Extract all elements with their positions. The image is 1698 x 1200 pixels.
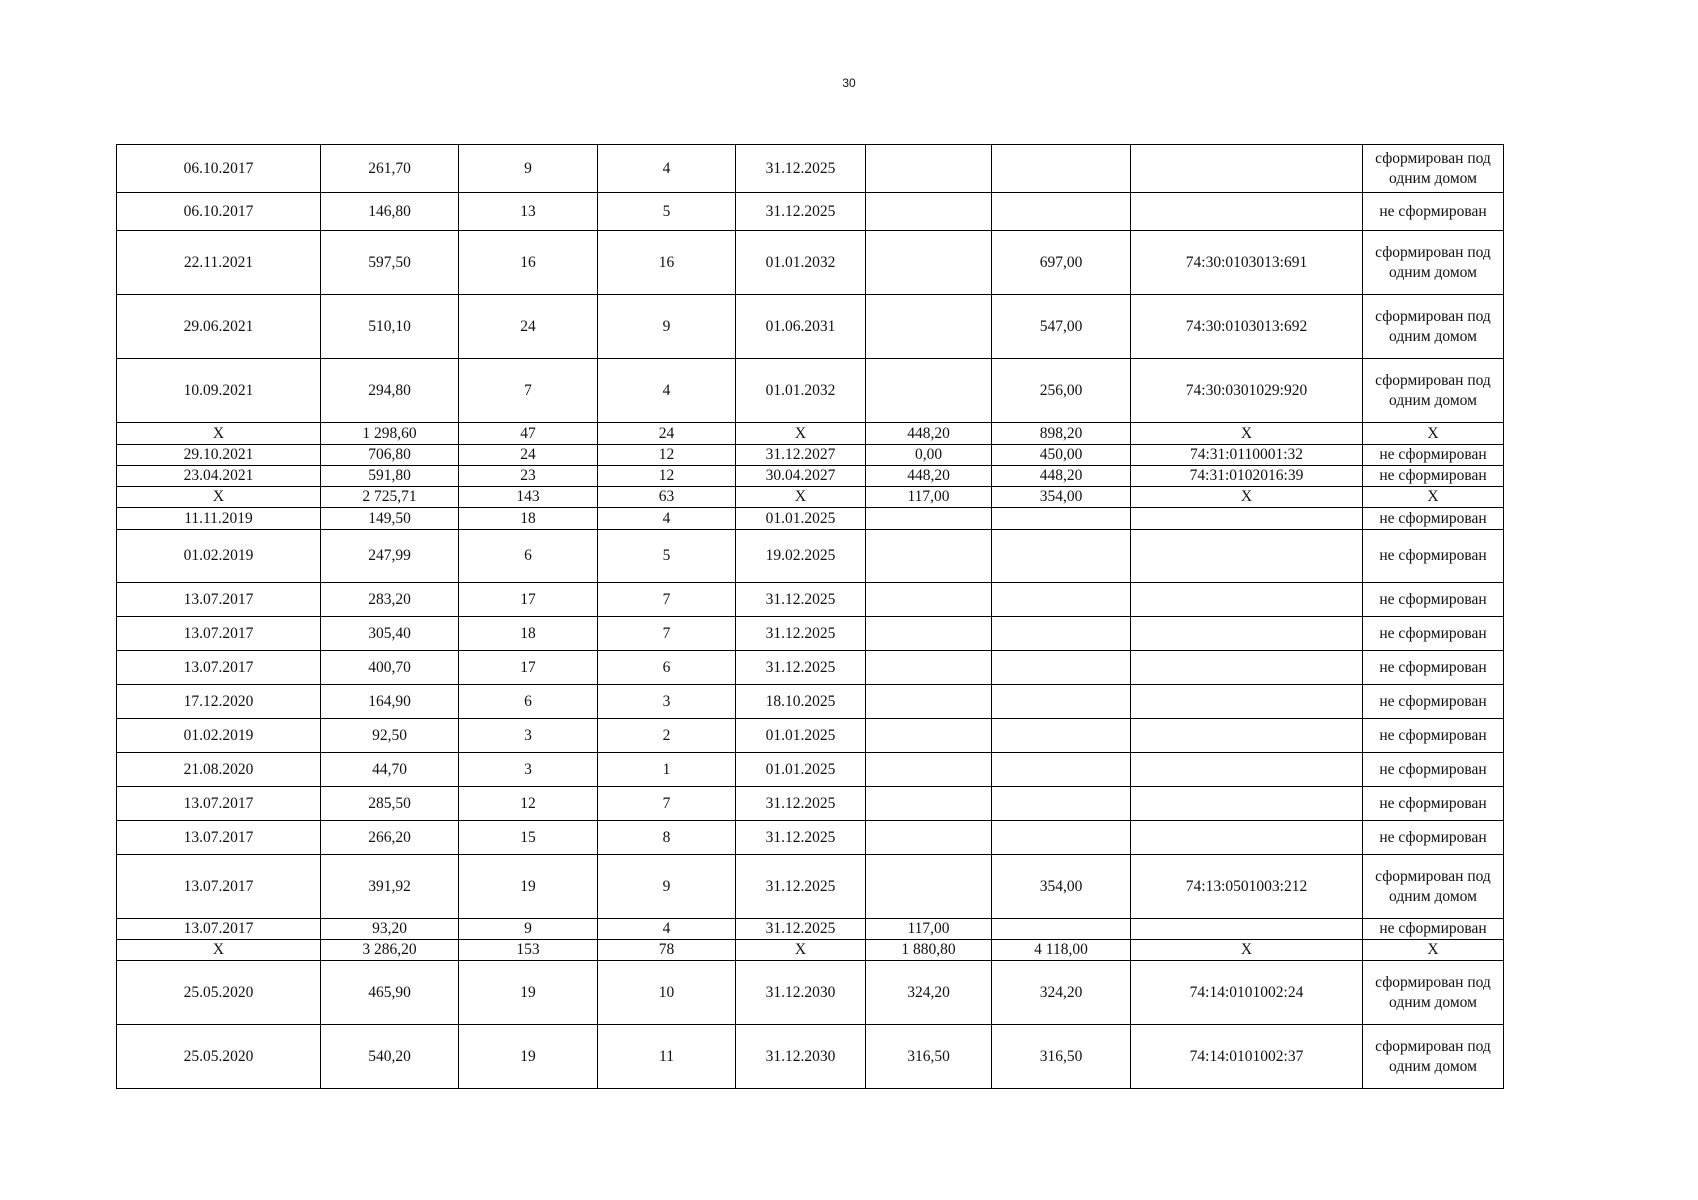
cell-count-b: 7 <box>598 787 736 821</box>
cell-count-a: 3 <box>459 753 598 787</box>
cell-area: 266,20 <box>321 821 459 855</box>
table-row <box>117 961 1504 1025</box>
cell-count-a: 6 <box>459 530 598 583</box>
table-row <box>117 508 1504 530</box>
cell-count-b: 12 <box>598 466 736 487</box>
cell-land-status: не сформирован <box>1363 466 1504 487</box>
cell-value-b <box>992 787 1131 821</box>
cell-value-b: 354,00 <box>992 855 1131 919</box>
cell-value-a <box>866 651 992 685</box>
cell-land-status: не сформирован <box>1363 787 1504 821</box>
cell-value-b: 354,00 <box>992 487 1131 508</box>
cell-land-status: не сформирован <box>1363 583 1504 617</box>
cell-deadline: 30.04.2027 <box>736 466 866 487</box>
cell-cadastral-number <box>1131 193 1363 231</box>
cell-value-a <box>866 359 992 423</box>
cell-land-status: не сформирован <box>1363 193 1504 231</box>
cell-deadline: 31.12.2025 <box>736 855 866 919</box>
cell-date: 29.10.2021 <box>117 445 321 466</box>
cell-value-a: 117,00 <box>866 487 992 508</box>
cell-area: 2 725,71 <box>321 487 459 508</box>
cell-count-a: 17 <box>459 583 598 617</box>
table-row <box>117 466 1504 487</box>
cell-value-b <box>992 617 1131 651</box>
table-row <box>117 583 1504 617</box>
cell-land-status: сформирован под одним домом <box>1363 359 1504 423</box>
cell-area: 1 298,60 <box>321 423 459 445</box>
cell-count-a: 12 <box>459 787 598 821</box>
cell-date: 25.05.2020 <box>117 1025 321 1089</box>
cell-area: 294,80 <box>321 359 459 423</box>
cell-deadline: 18.10.2025 <box>736 685 866 719</box>
cell-area: 540,20 <box>321 1025 459 1089</box>
table-row <box>117 617 1504 651</box>
page-number: 30 <box>842 76 856 90</box>
cell-land-status: Х <box>1363 487 1504 508</box>
cell-value-b <box>992 193 1131 231</box>
cell-date: Х <box>117 423 321 445</box>
table-row <box>117 685 1504 719</box>
cell-value-a: 1 880,80 <box>866 940 992 961</box>
cell-deadline: 01.01.2032 <box>736 359 866 423</box>
cell-date: 21.08.2020 <box>117 753 321 787</box>
cell-value-b: 256,00 <box>992 359 1131 423</box>
data-table <box>116 144 1504 1089</box>
cell-count-b: 9 <box>598 295 736 359</box>
cell-count-a: 9 <box>459 919 598 940</box>
cell-count-b: 63 <box>598 487 736 508</box>
cell-count-a: 7 <box>459 359 598 423</box>
cell-land-status: не сформирован <box>1363 651 1504 685</box>
cell-date: 17.12.2020 <box>117 685 321 719</box>
cell-area: 706,80 <box>321 445 459 466</box>
cell-value-b <box>992 145 1131 193</box>
cell-deadline: 01.01.2025 <box>736 753 866 787</box>
cell-value-a <box>866 583 992 617</box>
cell-deadline: Х <box>736 487 866 508</box>
cell-deadline: 31.12.2025 <box>736 919 866 940</box>
cell-value-b: 316,50 <box>992 1025 1131 1089</box>
cell-date: 13.07.2017 <box>117 821 321 855</box>
cell-area: 591,80 <box>321 466 459 487</box>
cell-value-a <box>866 145 992 193</box>
cell-cadastral-number: 74:13:0501003:212 <box>1131 855 1363 919</box>
cell-count-b: 9 <box>598 855 736 919</box>
table-row <box>117 821 1504 855</box>
cell-count-b: 16 <box>598 231 736 295</box>
cell-value-b: 898,20 <box>992 423 1131 445</box>
cell-area: 146,80 <box>321 193 459 231</box>
cell-value-b: 4 118,00 <box>992 940 1131 961</box>
cell-land-status: сформирован под одним домом <box>1363 295 1504 359</box>
cell-area: 391,92 <box>321 855 459 919</box>
cell-value-b <box>992 508 1131 530</box>
cell-value-b <box>992 821 1131 855</box>
cell-count-a: 3 <box>459 719 598 753</box>
cell-date: 13.07.2017 <box>117 651 321 685</box>
cell-date: 22.11.2021 <box>117 231 321 295</box>
cell-count-b: 78 <box>598 940 736 961</box>
cell-count-a: 15 <box>459 821 598 855</box>
cell-value-b <box>992 583 1131 617</box>
cell-count-b: 11 <box>598 1025 736 1089</box>
cell-count-a: 153 <box>459 940 598 961</box>
cell-count-a: 16 <box>459 231 598 295</box>
cell-count-a: 18 <box>459 617 598 651</box>
cell-count-a: 143 <box>459 487 598 508</box>
cell-date: 29.06.2021 <box>117 295 321 359</box>
cell-land-status: не сформирован <box>1363 530 1504 583</box>
table-row <box>117 487 1504 508</box>
cell-date: 25.05.2020 <box>117 961 321 1025</box>
cell-count-b: 2 <box>598 719 736 753</box>
cell-land-status: сформирован под одним домом <box>1363 855 1504 919</box>
cell-date: 01.02.2019 <box>117 719 321 753</box>
cell-value-b: 697,00 <box>992 231 1131 295</box>
cell-date: 11.11.2019 <box>117 508 321 530</box>
cell-count-b: 4 <box>598 145 736 193</box>
cell-count-b: 6 <box>598 651 736 685</box>
cell-land-status: Х <box>1363 423 1504 445</box>
cell-count-b: 24 <box>598 423 736 445</box>
cell-area: 247,99 <box>321 530 459 583</box>
cell-area: 93,20 <box>321 919 459 940</box>
cell-value-a <box>866 508 992 530</box>
cell-date: 13.07.2017 <box>117 583 321 617</box>
cell-value-b <box>992 530 1131 583</box>
cell-deadline: Х <box>736 940 866 961</box>
cell-area: 92,50 <box>321 719 459 753</box>
cell-cadastral-number <box>1131 530 1363 583</box>
cell-value-a: 448,20 <box>866 466 992 487</box>
cell-count-a: 6 <box>459 685 598 719</box>
cell-deadline: 31.12.2025 <box>736 583 866 617</box>
cell-count-a: 19 <box>459 1025 598 1089</box>
cell-value-a <box>866 787 992 821</box>
cell-value-a <box>866 295 992 359</box>
cell-land-status: сформирован под одним домом <box>1363 961 1504 1025</box>
cell-value-b: 547,00 <box>992 295 1131 359</box>
cell-deadline: Х <box>736 423 866 445</box>
cell-value-a: 448,20 <box>866 423 992 445</box>
cell-area: 285,50 <box>321 787 459 821</box>
cell-cadastral-number: 74:31:0110001:32 <box>1131 445 1363 466</box>
cell-date: 13.07.2017 <box>117 787 321 821</box>
cell-cadastral-number <box>1131 651 1363 685</box>
cell-land-status: Х <box>1363 940 1504 961</box>
cell-count-b: 4 <box>598 919 736 940</box>
cell-cadastral-number: 74:14:0101002:24 <box>1131 961 1363 1025</box>
cell-value-b: 450,00 <box>992 445 1131 466</box>
cell-cadastral-number <box>1131 719 1363 753</box>
cell-land-status: не сформирован <box>1363 445 1504 466</box>
cell-land-status: сформирован под одним домом <box>1363 231 1504 295</box>
cell-deadline: 31.12.2025 <box>736 821 866 855</box>
cell-area: 3 286,20 <box>321 940 459 961</box>
cell-deadline: 31.12.2025 <box>736 617 866 651</box>
cell-cadastral-number: Х <box>1131 940 1363 961</box>
cell-cadastral-number: Х <box>1131 487 1363 508</box>
cell-count-b: 4 <box>598 508 736 530</box>
cell-area: 400,70 <box>321 651 459 685</box>
cell-cadastral-number <box>1131 145 1363 193</box>
cell-land-status: сформирован под одним домом <box>1363 1025 1504 1089</box>
cell-date: 01.02.2019 <box>117 530 321 583</box>
cell-deadline: 19.02.2025 <box>736 530 866 583</box>
table-row <box>117 719 1504 753</box>
cell-date: Х <box>117 940 321 961</box>
cell-count-b: 8 <box>598 821 736 855</box>
cell-deadline: 01.01.2032 <box>736 231 866 295</box>
cell-cadastral-number <box>1131 821 1363 855</box>
cell-date: 06.10.2017 <box>117 145 321 193</box>
cell-area: 283,20 <box>321 583 459 617</box>
cell-deadline: 31.12.2025 <box>736 193 866 231</box>
cell-area: 164,90 <box>321 685 459 719</box>
cell-count-a: 18 <box>459 508 598 530</box>
cell-area: 465,90 <box>321 961 459 1025</box>
cell-value-a <box>866 855 992 919</box>
cell-cadastral-number: 74:30:0103013:691 <box>1131 231 1363 295</box>
cell-cadastral-number <box>1131 617 1363 651</box>
cell-value-a: 0,00 <box>866 445 992 466</box>
cell-count-a: 19 <box>459 855 598 919</box>
cell-value-a <box>866 821 992 855</box>
cell-area: 305,40 <box>321 617 459 651</box>
cell-area: 44,70 <box>321 753 459 787</box>
cell-land-status: сформирован под одним домом <box>1363 145 1504 193</box>
cell-cadastral-number <box>1131 787 1363 821</box>
cell-date: 13.07.2017 <box>117 919 321 940</box>
cell-count-a: 9 <box>459 145 598 193</box>
cell-area: 597,50 <box>321 231 459 295</box>
cell-value-b <box>992 651 1131 685</box>
table-row <box>117 919 1504 940</box>
cell-count-a: 19 <box>459 961 598 1025</box>
table-row <box>117 855 1504 919</box>
cell-date: 23.04.2021 <box>117 466 321 487</box>
cell-count-a: 17 <box>459 651 598 685</box>
cell-value-b: 448,20 <box>992 466 1131 487</box>
table-row <box>117 359 1504 423</box>
cell-value-a: 316,50 <box>866 1025 992 1089</box>
cell-value-b <box>992 719 1131 753</box>
cell-value-a <box>866 719 992 753</box>
cell-value-b <box>992 919 1131 940</box>
cell-count-b: 10 <box>598 961 736 1025</box>
cell-deadline: 31.12.2030 <box>736 1025 866 1089</box>
cell-cadastral-number: Х <box>1131 423 1363 445</box>
cell-date: 10.09.2021 <box>117 359 321 423</box>
cell-deadline: 31.12.2030 <box>736 961 866 1025</box>
cell-deadline: 31.12.2025 <box>736 651 866 685</box>
cell-value-a <box>866 617 992 651</box>
cell-land-status: не сформирован <box>1363 617 1504 651</box>
cell-value-a <box>866 193 992 231</box>
cell-deadline: 31.12.2025 <box>736 787 866 821</box>
cell-value-a <box>866 685 992 719</box>
cell-land-status: не сформирован <box>1363 821 1504 855</box>
cell-date: 13.07.2017 <box>117 855 321 919</box>
cell-cadastral-number: 74:14:0101002:37 <box>1131 1025 1363 1089</box>
cell-deadline: 31.12.2025 <box>736 145 866 193</box>
cell-value-b <box>992 753 1131 787</box>
cell-area: 261,70 <box>321 145 459 193</box>
cell-value-b: 324,20 <box>992 961 1131 1025</box>
cell-count-a: 24 <box>459 445 598 466</box>
cell-cadastral-number: 74:30:0103013:692 <box>1131 295 1363 359</box>
cell-land-status: не сформирован <box>1363 919 1504 940</box>
table-row <box>117 787 1504 821</box>
cell-count-b: 12 <box>598 445 736 466</box>
cell-count-a: 24 <box>459 295 598 359</box>
cell-deadline: 31.12.2027 <box>736 445 866 466</box>
table-body <box>117 145 1504 1089</box>
cell-count-b: 7 <box>598 583 736 617</box>
cell-count-b: 3 <box>598 685 736 719</box>
cell-land-status: не сформирован <box>1363 719 1504 753</box>
cell-date: Х <box>117 487 321 508</box>
table-row <box>117 231 1504 295</box>
table-row <box>117 753 1504 787</box>
cell-cadastral-number: 74:31:0102016:39 <box>1131 466 1363 487</box>
cell-value-a <box>866 753 992 787</box>
cell-count-a: 47 <box>459 423 598 445</box>
table-row <box>117 651 1504 685</box>
table-row <box>117 940 1504 961</box>
cell-cadastral-number <box>1131 508 1363 530</box>
cell-count-a: 23 <box>459 466 598 487</box>
table-row <box>117 445 1504 466</box>
cell-land-status: не сформирован <box>1363 753 1504 787</box>
cell-cadastral-number <box>1131 919 1363 940</box>
table-row <box>117 295 1504 359</box>
cell-count-b: 7 <box>598 617 736 651</box>
table-row <box>117 1025 1504 1089</box>
table-row <box>117 145 1504 193</box>
cell-cadastral-number: 74:30:0301029:920 <box>1131 359 1363 423</box>
cell-cadastral-number <box>1131 753 1363 787</box>
cell-land-status: не сформирован <box>1363 685 1504 719</box>
cell-count-b: 4 <box>598 359 736 423</box>
cell-deadline: 01.06.2031 <box>736 295 866 359</box>
cell-area: 149,50 <box>321 508 459 530</box>
cell-date: 06.10.2017 <box>117 193 321 231</box>
cell-date: 13.07.2017 <box>117 617 321 651</box>
cell-deadline: 01.01.2025 <box>736 719 866 753</box>
cell-cadastral-number <box>1131 685 1363 719</box>
cell-count-b: 5 <box>598 193 736 231</box>
cell-cadastral-number <box>1131 583 1363 617</box>
table-row <box>117 530 1504 583</box>
cell-area: 510,10 <box>321 295 459 359</box>
cell-value-a <box>866 530 992 583</box>
cell-deadline: 01.01.2025 <box>736 508 866 530</box>
cell-value-a: 117,00 <box>866 919 992 940</box>
cell-value-a: 324,20 <box>866 961 992 1025</box>
cell-count-a: 13 <box>459 193 598 231</box>
table-row <box>117 193 1504 231</box>
cell-land-status: не сформирован <box>1363 508 1504 530</box>
cell-count-b: 5 <box>598 530 736 583</box>
cell-value-a <box>866 231 992 295</box>
table-row <box>117 423 1504 445</box>
cell-count-b: 1 <box>598 753 736 787</box>
cell-value-b <box>992 685 1131 719</box>
